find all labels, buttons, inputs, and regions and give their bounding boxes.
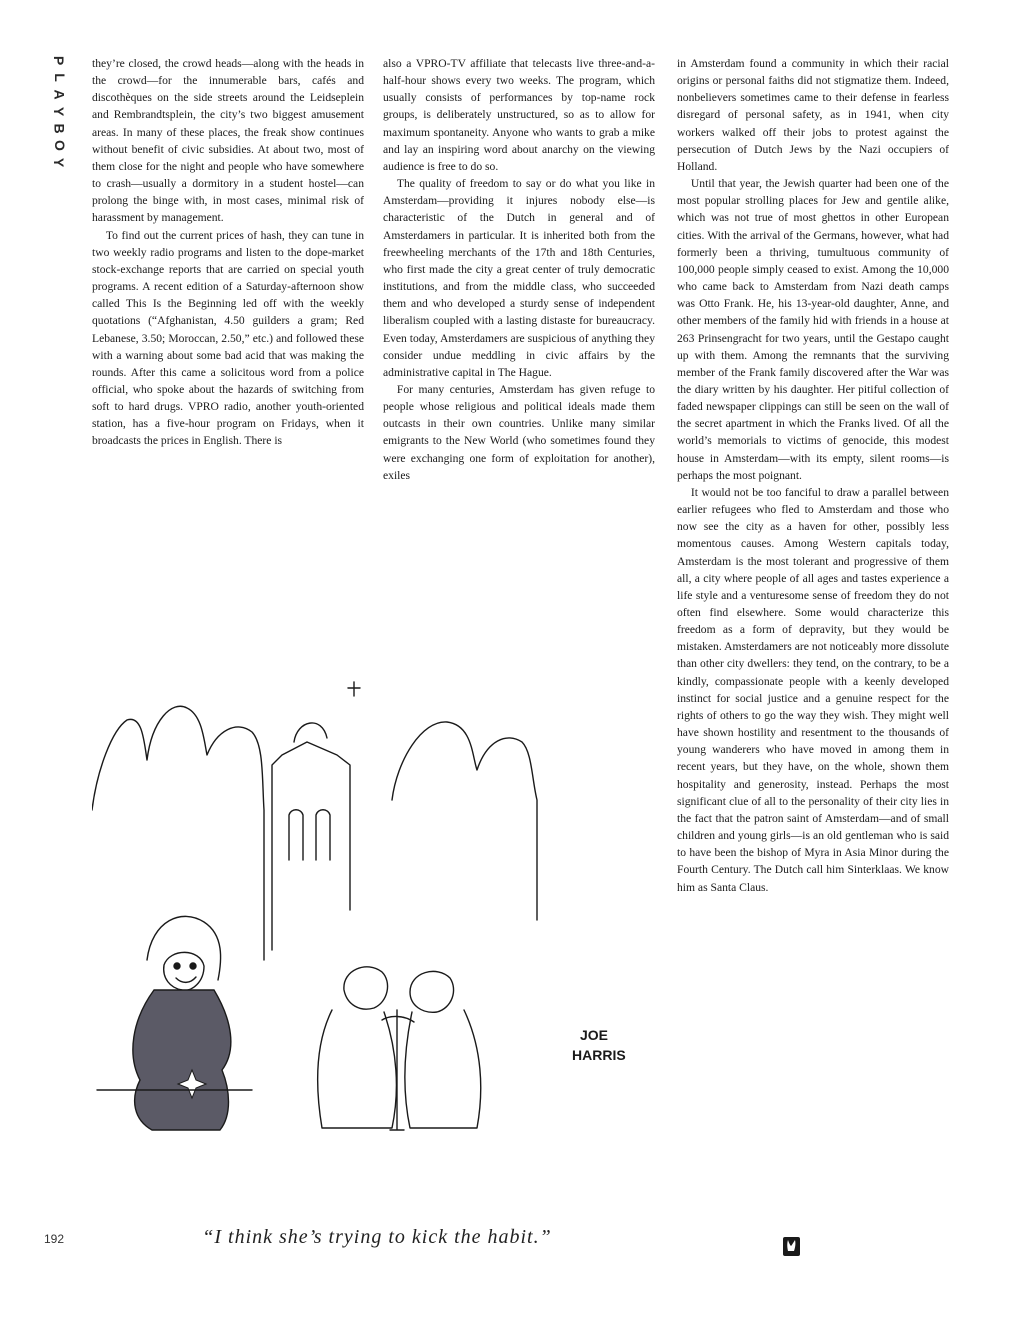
article-column-3: [677, 55, 949, 1265]
paragraph: they’re closed, the crowd heads—along with the heads in the crowd—for the innumerable bars, cafés and discothèques on the side streets around the Leidseplein and Rembrandtsplein, the city’s two biggest amusement areas. In many of these places, the freak show continues without benefit of civic subsidies. At about two, most of them close for the night and people who have somewhere to crash—usually a dormitory in a student hostel—can prolong the binge with, in most cases, minimal risk of harassment by management.: [92, 57, 364, 225]
paragraph: Until that year, the Jewish quarter had been one of the most popular strolling places for Jew and gentile alike, which was not true of most ghettos in other European cities. With the arrival of the Germans, however, what had formerly been a thriving, tumultuous community of 100,000 people simply ceased to exist. Among the 10,000 who came back to Amsterdam from Nazi death camps was Otto Frank. He, his 13-year-old daughter, Anne, and other members of the family hid with friends in a house at 263 Prinsengracht for two years, until the Gestapo caught up with them. Among the remnants that the surviving member of the Frank family discovered after the War was the diary written by his daughter. Her pitiful collection of faded newspaper clippings can still be seen on the wall of the secret apartment in which the Franks lived. Of all the world’s memorials to victims of genocide, this modest house in Amsterdam—with its empty, silent rooms—is perhaps the most poignant.: [677, 177, 949, 482]
church-dome: [294, 723, 327, 742]
cartoon-illustration: [92, 660, 662, 1140]
monk-left-head: [344, 967, 388, 1009]
post: [390, 1010, 404, 1130]
article-column-1: [92, 55, 364, 645]
tower-window: [289, 810, 303, 860]
cartoon-caption: “I think she’s trying to kick the habit.”: [202, 1226, 552, 1248]
paragraph: also a VPRO-TV affiliate that telecasts live three-and-a-half-hour shows every two weeks. The program, which usually consists of performances by top-name rock groups, is deliberately unstructured, so as to allow for maximum spontaneity. Anyone who wants to grab a mike and lay an inspiring word about anarchy on the viewing audience is free to do so.: [383, 57, 655, 173]
page-number: 192: [44, 1232, 65, 1246]
monk-right-robe: [405, 1010, 481, 1128]
masthead-letter: Y: [51, 157, 68, 168]
tree-outline: [392, 722, 537, 920]
paragraph: It would not be too fanciful to draw a parallel between earlier refugees who fled to Amsterdam and those who now see the city as a haven for other, possibly less momentous causes. Among Western capitals today, Amsterdam is the most tolerant and progressive of them all, a city where people of all ages and tastes experience a life style and a venturesome sense of freedom they do not often find elsewhere. Some would characterize this freedom as a form of depravity, but they would be mistaken. Amsterdamers are not noticeably more dissolute than other city dwellers: they tend, on the contrary, to be a kindly, compassionate people with a keenly developed instinct for social justice and a genuine respect for the rights of others to go the way they wish. They might well have shown hostility and resentment to the thousands of young wanderers who have moved in among them in recent years, but they have, on the whole, shown them hospitality and generosity, instead. Perhaps the most significant clue of all to the personality of their city lies in the fact that the patron saint of Amsterdam—and of small children and young girls—is an old gentleman who is said to have been the bishop of Myra in Asia Minor during the Fourth Century. The Dutch call him Sinterklaas. We know him as Santa Claus.: [677, 485, 949, 894]
masthead-letter: B: [51, 123, 68, 134]
paragraph: For many centuries, Amsterdam has given refuge to people whose religious and political ideals made them outcasts in their own countries. Unlike many similar emigrants to the New World (who sometimes found they were exchanging one form of exploitation for another), exiles: [383, 382, 655, 482]
paragraph: in Amsterdam found a community in which their racial origins or personal faiths did not stigmatize them. Indeed, nonbelievers sometimes came to their defense in fearless disregard of personal safety, as in 1941, when city workers walked off their jobs to protest against the persecution of Dutch Jews by the Nazi occupiers of Holland.: [677, 57, 949, 173]
nun-face: [164, 952, 204, 990]
masthead-letter: L: [51, 73, 68, 82]
monk-left-robe: [318, 1010, 397, 1128]
nun-habit: [133, 990, 231, 1130]
tower-window: [316, 810, 330, 860]
cartoonist-signature: HARRIS: [572, 1047, 626, 1063]
cartoonist-signature: JOE: [580, 1027, 609, 1043]
masthead-letter: Y: [51, 106, 68, 117]
church-tower: [272, 742, 350, 950]
article-column-2: [383, 55, 655, 645]
rabbit-head-icon: [783, 1237, 800, 1256]
paragraph: The quality of freedom to say or do what you like in Amsterdam—providing it injures nobody else—is characteristic of the Dutch in general and of Amsterdamers in particular. It is inherited both from the freewheeling merchants of the 17th and 18th Centuries, who first made the city a great center of truly democratic institutions, and from the middle class, who succeeded them and who developed a sturdy sense of independent liberalism coupled with a lasting distaste for bureaucracy. Even today, Amsterdamers are suspicious of anything they consider undue meddling in civic affairs by the administrative capital in The Hague.: [383, 177, 655, 379]
masthead-letter: P: [51, 55, 68, 66]
church-spire-cross: [348, 682, 360, 696]
tree-outline: [92, 706, 264, 960]
masthead-letter: A: [51, 89, 68, 100]
magazine-vertical-masthead: [44, 52, 74, 171]
paragraph: To find out the current prices of hash, they can tune in two weekly radio programs and listen to the dope-market stock-exchange reports that are carried on special youth programs. A recent edition of a Saturday-afternoon show called This Is the Beginning led off with the weekly quotations (“Afghanistan, 4.50 guilders a gram; Red Lebanese, 3.50; Moroccan, 2.50,” etc.) and followed these with a warning about some bad acid that was making the rounds. After this came a solicitous word from a police official, who spoke about the hazards of switching from soft to hard drugs. VPRO radio, another youth-oriented station, has a five-hour program on Fridays, when it broadcasts the prices in English. There is: [92, 228, 364, 448]
masthead-letter: O: [51, 140, 68, 151]
monk-right-head: [410, 971, 454, 1012]
